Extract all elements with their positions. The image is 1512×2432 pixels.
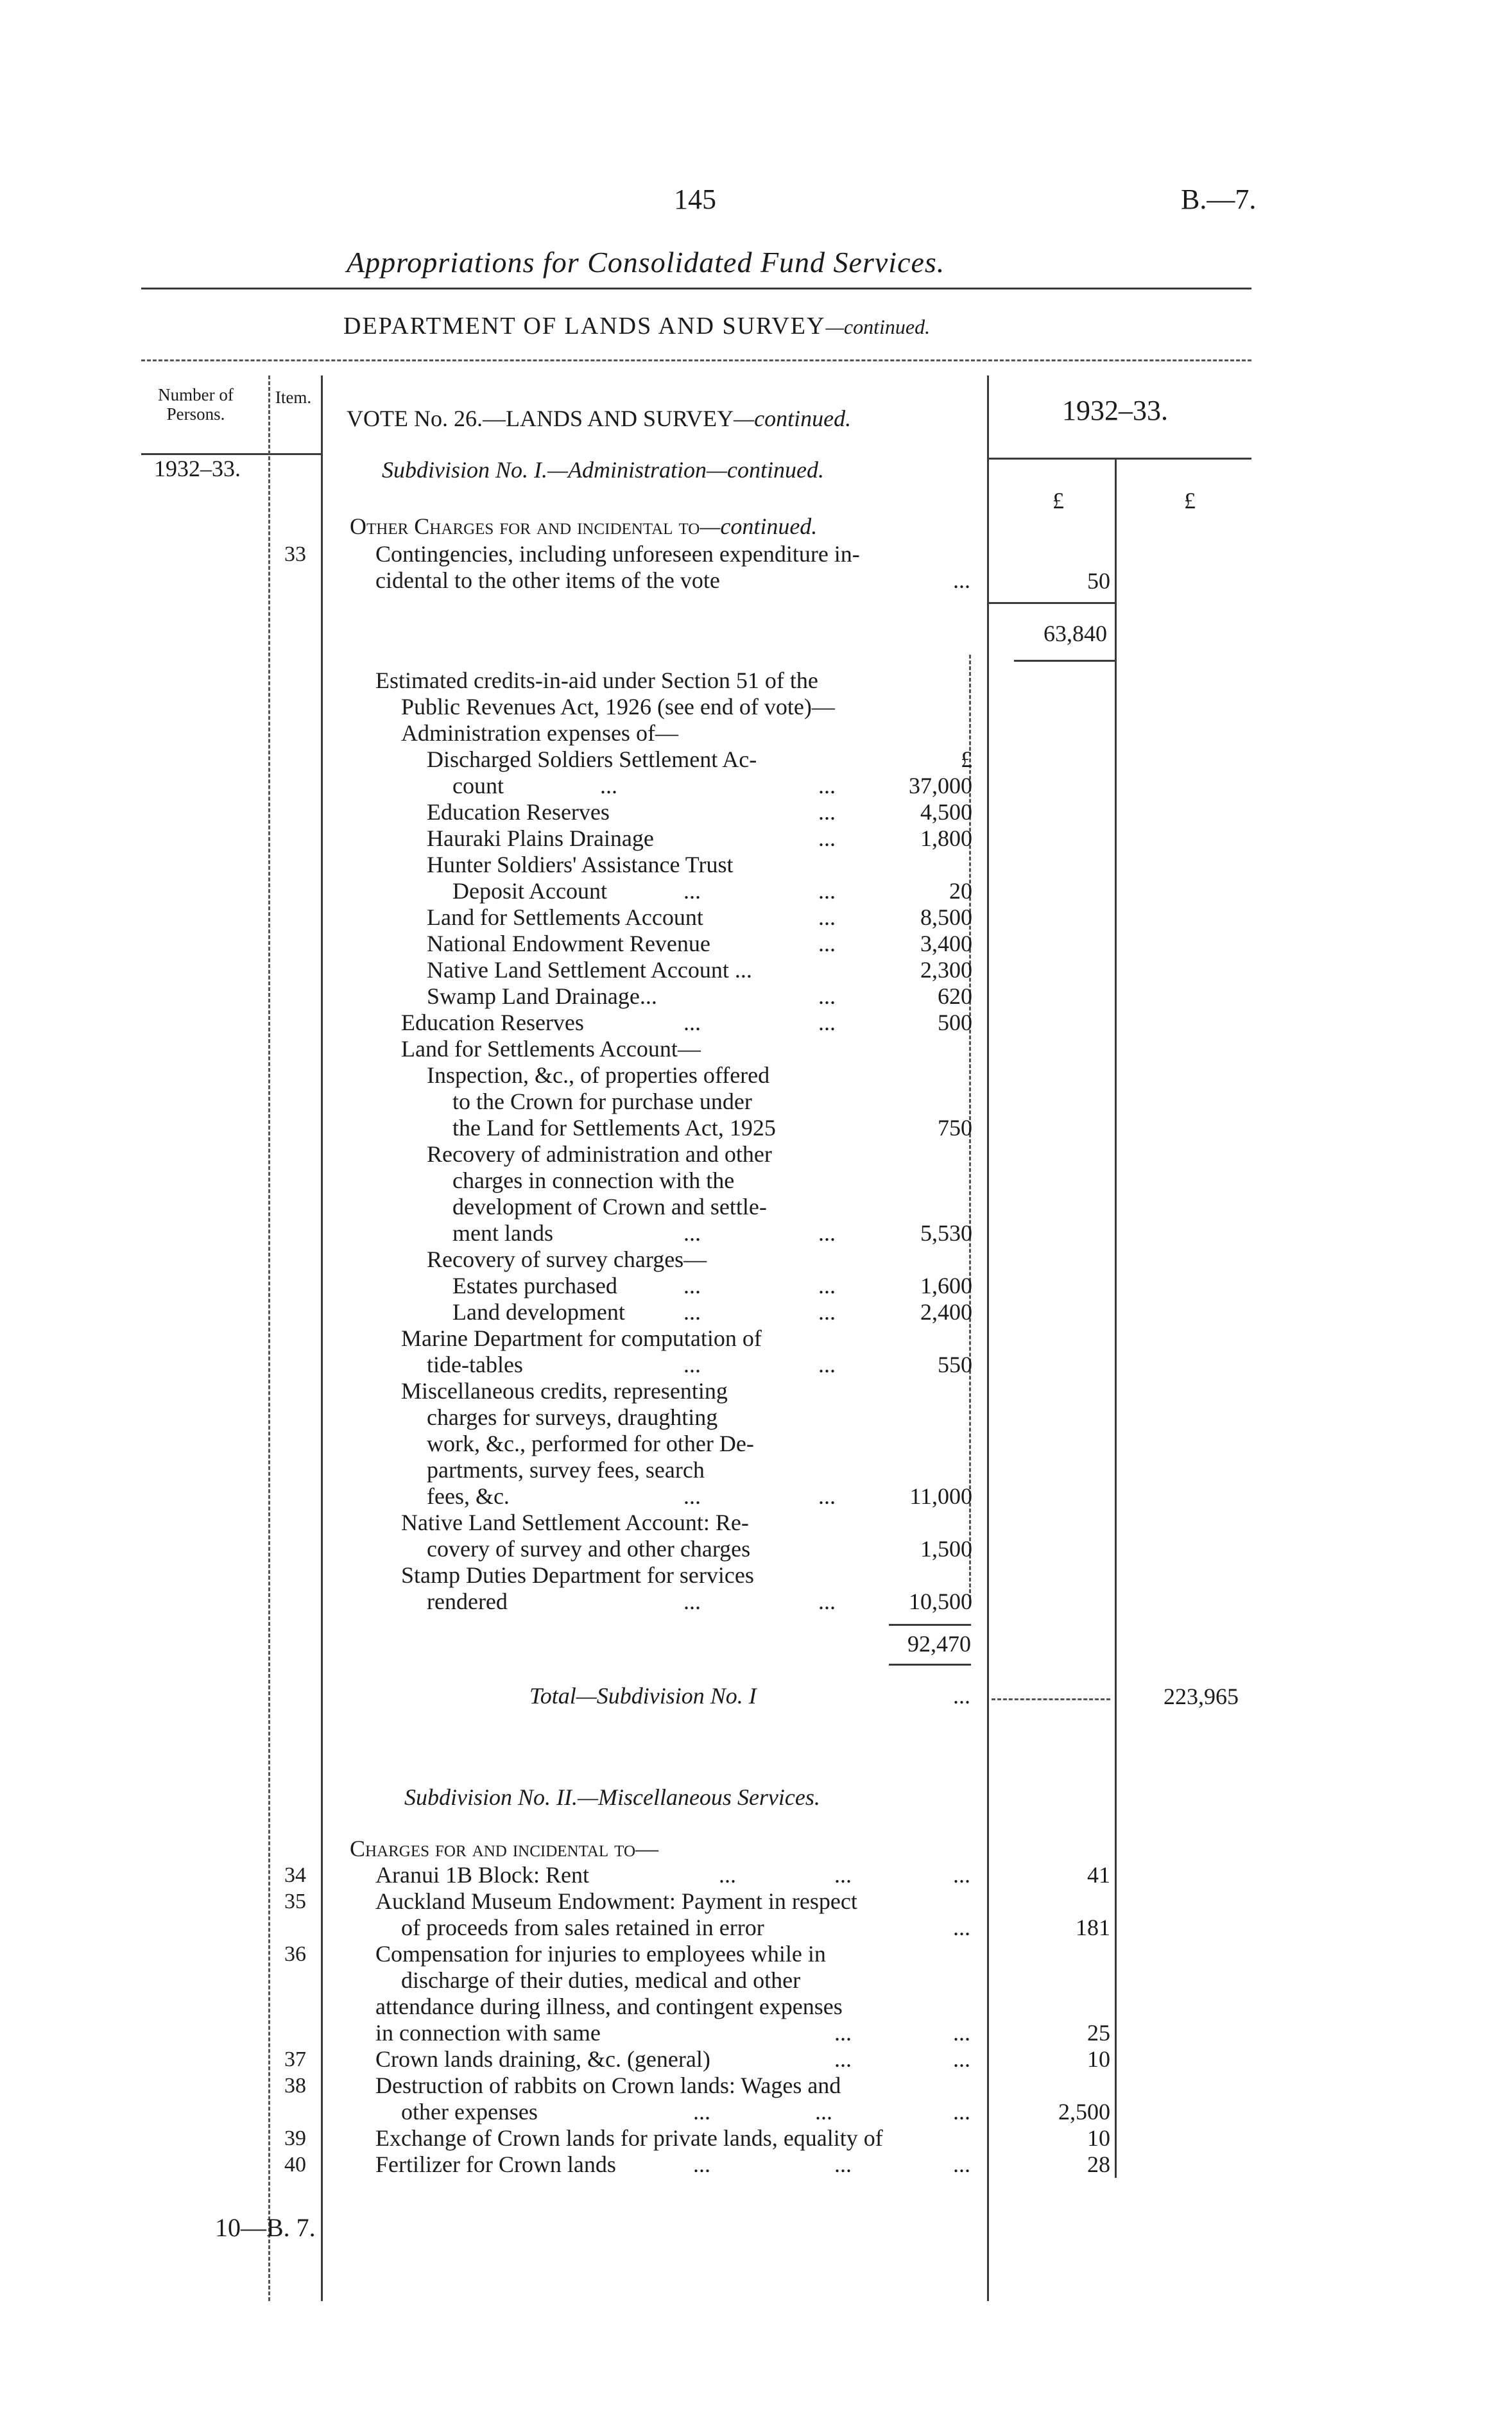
signature-mark: 10—B. 7. <box>215 2213 316 2242</box>
credit-line: the Land for Settlements Act, 1925 750 <box>452 1115 972 1141</box>
item-line: in connection with same ... ... 25 <box>375 2020 1110 2046</box>
credit-line: Deposit Account ... ... 20 <box>452 878 972 904</box>
credit-line: ment lands ... ... 5,530 <box>452 1220 972 1246</box>
credit-line: tide-tables ... ... 550 <box>427 1352 972 1377</box>
credit-line: National Endowment Revenue ... 3,400 <box>427 931 972 956</box>
subtotal-rule <box>988 602 1115 604</box>
credit-line: Estimated credits-in-aid under Section 51 of the <box>375 668 818 693</box>
credit-line: Swamp Land Drainage... ... 620 <box>427 983 972 1009</box>
credit-line: Inspection, &c., of properties offered <box>427 1062 770 1088</box>
credit-line: rendered ... ... 10,500 <box>427 1589 972 1614</box>
credit-line: count ... ... 37,000 <box>452 773 972 798</box>
item-line: 35 Auckland Museum Endowment: Payment in respect <box>284 1888 857 1914</box>
credit-line: Public Revenues Act, 1926 (see end of vote)— <box>401 694 835 720</box>
department-rule <box>141 359 1251 361</box>
item-line: 34 Aranui 1B Block: Rent ... ... ... 41 <box>284 1862 1110 1888</box>
item-number: 33 <box>284 542 306 566</box>
credit-line: Recovery of survey charges— <box>427 1246 707 1272</box>
item-line: 38 Destruction of rabbits on Crown lands: Wages and <box>284 2073 841 2098</box>
credit-line: Recovery of administration and other <box>427 1141 772 1167</box>
credit-line: fees, &c. ... ... 11,000 <box>427 1483 972 1509</box>
subdivision-1-heading: Subdivision No. I.—Administration—continued. <box>382 457 824 483</box>
credit-line: work, &c., performed for other De- <box>427 1431 754 1456</box>
subdivision-1-total-amount: 223,965 <box>1164 1684 1239 1709</box>
credit-line: Land for Settlements Account— <box>401 1036 701 1062</box>
year-column-header: 1932–33. <box>1062 395 1168 426</box>
item-33-amount: 50 <box>1087 568 1110 594</box>
page-number: 145 <box>674 184 716 215</box>
credit-line: Discharged Soldiers Settlement Ac- £ <box>427 746 972 772</box>
page-title: Appropriations for Consolidated Fund Services. <box>347 246 945 279</box>
subtotal-amount: 63,840 <box>1044 621 1107 646</box>
vote-title: VOTE No. 26.—LANDS AND SURVEY—continued. <box>347 406 852 431</box>
credit-line: charges in connection with the <box>452 1168 735 1193</box>
item-line: attendance during illness, and contingent expenses <box>375 1994 843 2019</box>
item-line: discharge of their duties, medical and other <box>401 1967 801 1993</box>
credit-line: Estates purchased ... ... 1,600 <box>452 1273 972 1298</box>
credit-line: Marine Department for computation of <box>401 1325 762 1351</box>
persons-year: 1932–33. <box>154 456 241 481</box>
credit-line: Land development ... ... 2,400 <box>452 1299 972 1325</box>
item-header: Item. <box>275 388 312 407</box>
other-charges-heading: Other Charges for and incidental to—continued. <box>350 513 818 539</box>
leader-dots: ... <box>953 1683 970 1709</box>
credit-line: Stamp Duties Department for services <box>401 1562 754 1588</box>
item-line: 36 Compensation for injuries to employees while in <box>284 1941 826 1967</box>
charges-heading: Charges for and incidental to— <box>350 1836 659 1861</box>
subdivision-2-items <box>270 1862 1117 2178</box>
credit-line: Administration expenses of— <box>401 720 678 746</box>
subdivision-2-heading: Subdivision No. II.—Miscellaneous Services. <box>404 1784 820 1810</box>
credits-in-aid-list <box>375 668 972 1615</box>
credit-line: partments, survey fees, search <box>427 1457 705 1483</box>
credit-line: development of Crown and settle- <box>452 1194 767 1220</box>
credits-total-underline <box>889 1664 971 1666</box>
credit-line: Education Reserves ... ... 500 <box>401 1010 972 1035</box>
title-rule <box>141 288 1251 289</box>
item-line: 37 Crown lands draining, &c. (general) ... ... 10 <box>284 2046 1110 2072</box>
department-heading: DEPARTMENT OF LANDS AND SURVEY—continued. <box>343 313 931 340</box>
item-line: of proceeds from sales retained in error ... 181 <box>401 1915 1110 1940</box>
pound-symbol-2: £ <box>1184 488 1196 513</box>
credit-line: Hauraki Plains Drainage ... 1,800 <box>427 825 972 851</box>
credit-line: Native Land Settlement Account ... 2,300 <box>427 957 972 983</box>
credit-line: Land for Settlements Account ... 8,500 <box>427 904 972 930</box>
pound-symbol-1: £ <box>1052 488 1064 513</box>
leader-dots: ... <box>953 567 970 593</box>
item-33-text-line2: cidental to the other items of the vote <box>375 567 720 593</box>
number-of-persons-header: Number of Persons. <box>158 385 234 424</box>
credit-line: Native Land Settlement Account: Re- <box>401 1510 749 1535</box>
document-reference: B.—7. <box>1181 184 1257 215</box>
credit-line: Miscellaneous credits, representing <box>401 1378 728 1404</box>
subdivision-1-total-label: Total—Subdivision No. I <box>529 1683 757 1709</box>
credit-line: covery of survey and other charges 1,500 <box>427 1536 972 1562</box>
credit-line: to the Crown for purchase under <box>452 1089 752 1114</box>
credit-line: Hunter Soldiers' Assistance Trust <box>427 852 734 877</box>
credits-total: 92,470 <box>907 1631 971 1657</box>
item-line: 40 Fertilizer for Crown lands ... ... ... 28 <box>284 2152 1110 2177</box>
header-rule-right <box>987 458 1251 460</box>
subtotal-underline <box>1014 660 1115 662</box>
total-dash <box>992 1698 1110 1700</box>
credit-line: Education Reserves ... 4,500 <box>427 799 972 825</box>
credit-line: charges for surveys, draughting <box>427 1404 718 1430</box>
item-33-text-line1: Contingencies, including unforeseen expenditure in- <box>375 541 860 567</box>
item-line: 39 Exchange of Crown lands for private lands, equality of 10 <box>284 2125 1110 2151</box>
credits-total-rule <box>889 1624 971 1626</box>
item-line: other expenses ... ... ... 2,500 <box>401 2099 1110 2125</box>
header-rule-left <box>141 453 322 455</box>
